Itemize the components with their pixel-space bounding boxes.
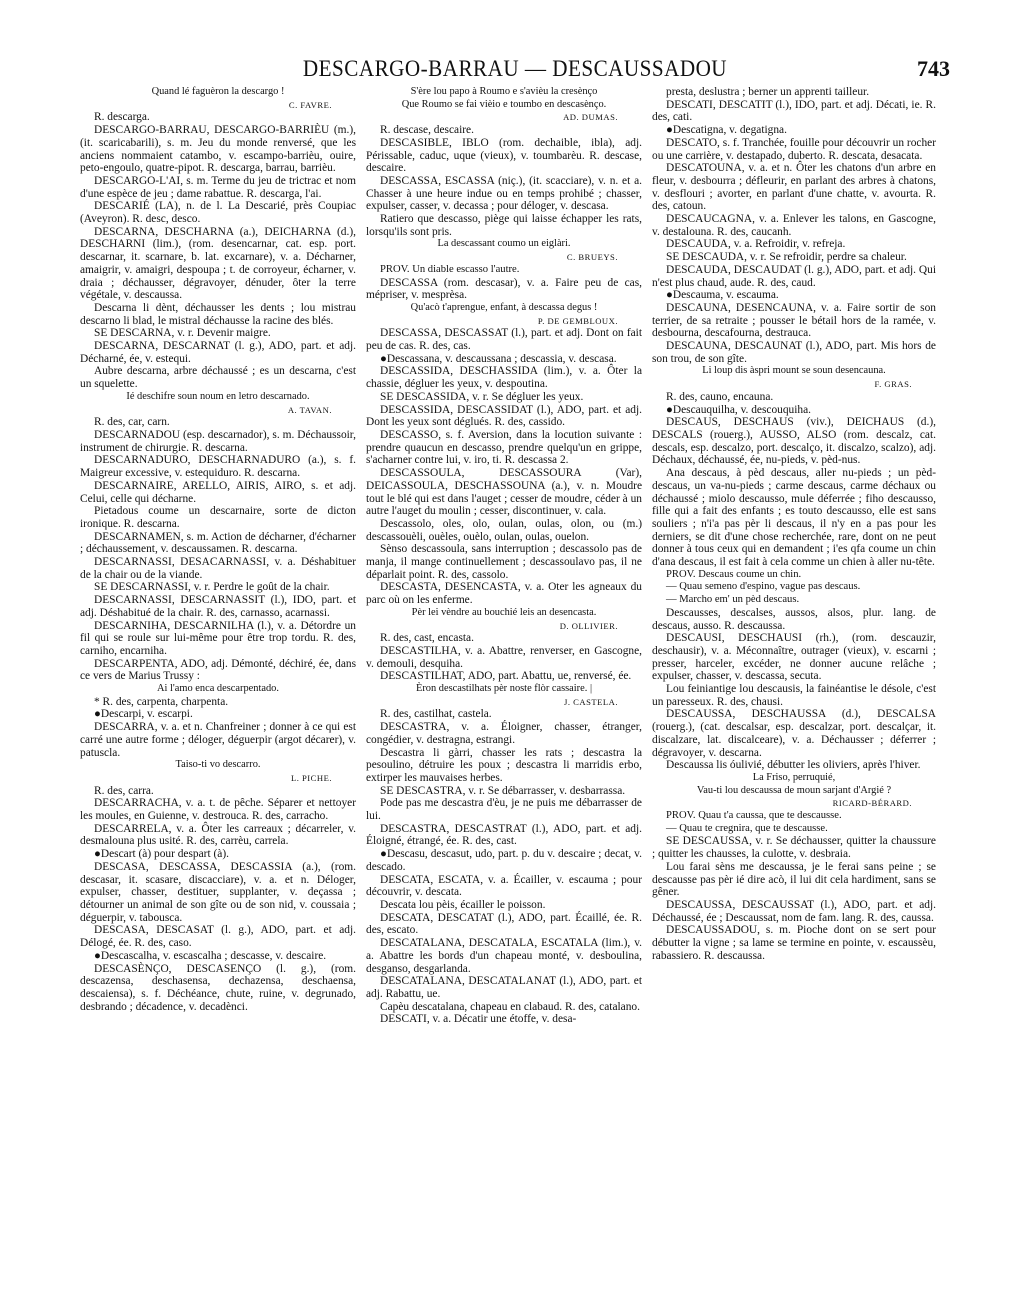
dictionary-entry: Capèu descatalana, chapeau en clabaud. R. des, catalano. <box>380 1000 640 1013</box>
quotation-author: C. BRUEYS. <box>566 252 618 263</box>
dictionary-entry: DESCASIBLE, IBLO (rom. dechaible, ibla), adj. Périssable, caduc, uque (vieux), v. toumbarèu. R. descase, descaire. <box>366 136 642 175</box>
dictionary-entry: DESCASSIDA, DESCASSIDAT (l.), ADO, part. et adj. Dont les yeux sont déglués. R. des, cassido. <box>366 403 642 429</box>
dictionary-entry: DESCAUSSADOU, s. m. Pioche dont on se sert pour débutter la vigne ; sa lame se termine en pointe, v. escaussèu, rabassiero. R. descaussa. <box>652 924 936 962</box>
dictionary-entry: SE DESCAUSSA, v. r. Se déchausser, quitter la chaussure ; quitter les chausses, la culotte, v. desbraia. <box>652 835 936 861</box>
dictionary-entry: R. des, car, carn. <box>94 416 170 429</box>
dictionary-entry: SE DESCASSIDA, v. r. Se dégluer les yeux. <box>380 390 584 403</box>
proverb: — Quau semeno d'espino, vague pas descaus. <box>666 581 861 593</box>
dictionary-entry: SE DESCAUDA, v. r. Se refroidir, perdre sa chaleur. <box>666 251 907 264</box>
dictionary-entry: DESCAUSSA, DESCHAUSSA (d.), DESCALSA (rouerg.), (cat. descalsar, esp. descalzar, port. descalçar, it. discalzare, lat. discalceare), v. a. Déchausser ; déferrer ; dégravoyer, v. descarna. <box>652 708 936 759</box>
quotation-author: C. FAVRE. <box>288 99 332 110</box>
dictionary-entry: DESCARNIHA, DESCARNILHA (l.), v. a. Détordre un fil qui se roule sur lui-même pour être trop tordu. R. des, carniho, encarniha. <box>80 619 356 657</box>
quotation-author: J. CASTELA. <box>564 696 618 707</box>
dictionary-entry: DESCATALANA, DESCATALA, ESCATALA (lim.), v. a. Abattre les bords d'un chapeau monté, v. desboulina, desganso, desgarlanda. <box>366 937 642 975</box>
dictionary-entry: ●Descauquilha, v. descouquiha. <box>666 403 812 416</box>
column-middle <box>366 86 642 1286</box>
dictionary-entry: ●Descart (à) pour despart (à). <box>94 848 229 861</box>
dictionary-entry: DESCAUSI, DESCHAUSI (rh.), (rom. descauzir, deschausir), v. a. Méconnaître, outrager (vieux), v. escarni ; presser, harceler, excéder, ne donner aucune relâche ; expulser, chasser, v. descassa, secuta. <box>652 632 936 683</box>
dictionary-entry: ●Descassana, v. descaussana ; descassia, v. descasa. <box>380 352 617 365</box>
quotation-author: RICARD-BÉRARD. <box>832 798 912 809</box>
dictionary-entry: R. des, cast, encasta. <box>380 632 474 645</box>
verse-quotation: La descassant coumo un eiglàri. <box>437 238 571 250</box>
dictionary-entry: Descastra li gàrri, chasser les rats ; descastra la pesoulino, détruire les poux ; descastra li marridis erbo, extirper les mauvaises herbes. <box>366 746 642 784</box>
dictionary-entry: Ana descaus, à pèd descaus, aller nu-pieds ; un pèd-descaus, un va-nu-pieds ; carme descaus, carme déchaux ou déchaussé ; miolo descausso, mule déferrée ; fiho descausso, fille qui a fait des enfants ; es touto descausso, elle est sans souliers ; n'i'a pas pèr li descaus, il n'y en a pas pour les derniers, se dit d'une chose recherchée, rare, dont on ne peut donner à tous ceux qui en demandent ; i'es qfa coume un chin d'ana descaus, il est fait à cela comme un chien à aller nu-tête. <box>652 467 936 569</box>
dictionary-entry: DESCASTA, DESENCASTA, v. a. Oter les agneaux du parc où on les enferme. <box>366 581 642 607</box>
dictionary-entry: DESCARGO-L'AI, s. m. Terme du jeu de trictrac et nom d'une espèce de jeu ; dame rabattue. R. descarga, l'ai. <box>80 174 356 200</box>
dictionary-entry: DESCARRELA, v. a. Ôter les carreaux ; décarreler, v. desmalouna plus usité. R. des, carrèu, carrela. <box>80 822 356 848</box>
quotation-author: AD. DUMAS. <box>563 112 618 123</box>
dictionary-entry: DESCARNADOU (esp. descarnador), s. m. Déchaussoir, instrument de chirurgie. R. descarna. <box>80 428 356 454</box>
dictionary-entry: Descaussa lis óulivié, débutter les oliviers, après l'hiver. <box>666 759 921 772</box>
dictionary-entry: DESCASTILHAT, ADO, part. Abattu, ue, renversé, ée. <box>380 670 632 683</box>
verse-quotation: Ai l'amo enca descarpentado. <box>157 683 279 695</box>
dictionary-entry: ●Descarpi, v. escarpi. <box>94 708 193 721</box>
dictionary-entry: R. descarga. <box>94 111 150 124</box>
dictionary-entry: Pode pas me descastra d'èu, je ne puis me débarrasser de lui. <box>366 797 642 823</box>
dictionary-entry: DESCASÈNÇO, DESCASENÇO (l. g.), (rom. descazensa, deschasensa, dechazensa, deschaensa, descaiensa), s. f. Déchéance, chute, ruine, v. degrunado, desbrando ; décadence, v. decadènci. <box>80 962 356 1013</box>
verse-quotation: La Friso, perruquié, <box>752 771 836 783</box>
verse-quotation: Que Roumo se fai vièio e toumbo en descasènço. <box>401 98 607 110</box>
dictionary-entry: DESCAUS, DESCHAUS (viv.), DEICHAUS (d.), DESCALS (rouerg.), AUSSO, ALSO (rom. descalz, cat. descals, esp. descalzo, port. descalço, it. discalzo, scalzo), adj. Déchaux, déchaussé, ée, nu-pieds, v. pèd-nus. <box>652 416 936 467</box>
dictionary-entry: DESCARNADURO, DESCHARNADURO (a.), s. f. Maigreur excessive, v. estequiduro. R. descarna. <box>80 454 356 480</box>
verse-quotation: Ié deschifre soun noum en letro descarnado. <box>126 390 310 402</box>
dictionary-entry: DESCARNAIRE, ARELLO, AIRIS, AIRO, s. et adj. Celui, celle qui décharne. <box>80 479 356 505</box>
dictionary-entry: DESCARNASSI, DESACARNASSI, v. a. Déshabituer de la chair ou de la viande. <box>80 556 356 581</box>
dictionary-entry: * R. des, carpenta, charpenta. <box>94 695 229 708</box>
dictionary-entry: Descassolo, oles, olo, oulan, oulas, olon, ou (m.) descassouèli, ouèles, ouèlo, oulan, oulas, ouelon. <box>366 517 642 543</box>
dictionary-entry: DESCATA, DESCATAT (l.), ADO, part. Écaillé, ée. R. des, escato. <box>366 911 642 937</box>
dictionary-entry: DESCATALANA, DESCATALANAT (l.), ADO, part. et adj. Rabattu, ue. <box>366 975 642 1000</box>
dictionary-entry: DESCASSOULA, DESCASSOURA (Var), DEICASSOULA, DESCHASSOUNA (a.), v. n. Moudre tout le blé qui est dans l'auget ; cesser de moudre, céder à un autre l'auget du moulin ; cesser, discontinuer, v. cala. <box>366 467 642 518</box>
dictionary-entry: ●Descatigna, v. degatigna. <box>666 124 787 137</box>
dictionary-entry: R. des, cauno, encauna. <box>666 390 774 403</box>
verse-quotation: Èron descastilhats pèr noste flòr cassaire. | <box>415 683 593 695</box>
dictionary-entry: DESCASTRA, v. a. Éloigner, chasser, étranger, congédier, v. destragna, estrangi. <box>366 721 642 746</box>
dictionary-entry: DESCASTRA, DESCASTRAT (l.), ADO, part. et adj. Éloigné, étrangé, ée. R. des, cast. <box>366 822 642 848</box>
dictionary-entry: Ratiero que descasso, piège qui laisse échapper les rats, lorsqu'ils sont pris. <box>366 213 642 238</box>
verse-quotation: S'ère lou papo à Roumo e s'avièu la cresènço <box>410 86 598 97</box>
dictionary-entry: DESCASA, DESCASAT (l. g.), ADO, part. et adj. Délogé, ée. R. des, caso. <box>80 924 356 950</box>
dictionary-entry: DESCATI, v. a. Décatir une étoffe, v. desa- <box>380 1013 577 1026</box>
dictionary-entry: ●Descascalha, v. escascalha ; descasse, v. descaire. <box>94 949 327 962</box>
dictionary-entry: DESCASTILHA, v. a. Abattre, renverser, en Gascogne, v. demouli, desquiha. <box>366 644 642 670</box>
proverb: PROV. Quau t'a caussa, que te descausse. <box>666 810 842 822</box>
column-left <box>80 86 356 1286</box>
dictionary-entry: Descata lou pèis, écailler le poisson. <box>380 899 546 911</box>
quotation-author: D. OLLIVIER. <box>559 620 618 631</box>
dictionary-entry: Sènso descassoula, sans interruption ; descassolo pas de manja, il mange continuellement ; descassoulavo pas, il ne déparlait point. R. des, cassolo. <box>366 543 642 581</box>
proverb: — Quau te cregnira, que te descausse. <box>666 822 828 834</box>
dictionary-entry: DESCARNA, DESCARNAT (l. g.), ADO, part. et adj. Décharné, ée, v. estequi. <box>80 340 356 365</box>
quotation-author: P. DE GEMBLOUX. <box>537 315 618 326</box>
dictionary-entry: DESCAUDA, v. a. Refroidir, v. refreja. <box>666 238 846 251</box>
dictionary-entry: DESCARNASSI, DESCARNASSIT (l.), IDO, part. et adj. Déshabitué de la chair. R. des, carnasso, acarnassi. <box>80 594 356 619</box>
quotation-author: A. TAVAN. <box>287 404 332 415</box>
dictionary-entry: DESCASSA, ESCASSA (niç.), (it. scacciare), v. n. et a. Chasser à une heure indue ou en temps prohibé ; chasser, expulser, casser, v. decassa ; pour déloger, v. descasa. <box>366 174 642 213</box>
dictionary-entry: DESCATI, DESCATIT (l.), IDO, part. et adj. Décati, ie. R. des, cati. <box>652 98 936 124</box>
dictionary-entry: DESCARGO-BARRAU, DESCARGO-BARRIÈU (m.), (it. scaricabarili), s. m. Jeu du monde renversé, que les anciens nommaient catambo, v. escampo-barrièu, ouire, peto-engoulo, quatre-pipot. R. descarga, barrau, barrièu. <box>80 124 356 175</box>
quotation-author: F. GRAS. <box>874 379 912 390</box>
dictionary-entry: Descarna li dènt, déchausser les dents ; lou mistrau descarno li blad, le mistral déchausse la racine des blés. <box>80 301 356 327</box>
dictionary-entry: Lou feiniantige lou descausis, la fainéantise le désole, c'est un paresseux. R. des, chausi. <box>652 683 936 708</box>
verse-quotation: Quand lé faguèron la descargo ! <box>151 86 285 97</box>
dictionary-entry: DESCASSIDA, DESCHASSIDA (lim.), v. a. Ôter la chassie, dégluer les yeux, v. despoutina. <box>366 365 642 391</box>
dictionary-entry: DESCARRA, v. a. et n. Chanfreiner ; donner à ce qui est carré une autre forme ; déloger, déguerpir (argot décarer), v. patuscla. <box>80 721 356 759</box>
dictionary-entry: DESCASSO, s. f. Aversion, dans la locution suivante : prendre quaucun en descasso, prendre quelqu'un en grippe, s'acharner contre lui, v. iro, ti. R. descassa 2. <box>366 428 642 467</box>
dictionary-entry: DESCATO, s. f. Tranchée, fouille pour découvrir un rocher ou une carrière, v. destapado, duberto. R. descata, desacata. <box>652 136 936 162</box>
page-number: 743 <box>917 56 950 81</box>
dictionary-entry: DESCAUNA, DESENCAUNA, v. a. Faire sortir de son terrier, de sa retraite ; pousser le bétail hors de la ramée, v. desbourna, descafourna, destrauca. <box>652 301 936 340</box>
page-title: DESCARGO-BARRAU — DESCAUSSADOU <box>302 56 728 81</box>
dictionary-entry: DESCAUDA, DESCAUDAT (l. g.), ADO, part. et adj. Qui n'est plus chaud, aude. R. des, caud. <box>652 263 936 289</box>
dictionary-entry: SE DESCASTRA, v. r. Se débarrasser, v. desbarrassa. <box>380 784 626 797</box>
dictionary-entry: ●Descauma, v. escauma. <box>666 289 779 302</box>
dictionary-entry: DESCASA, DESCASSA, DESCASSIA (a.), (rom. descasar, it. scasare, discacciare), v. a. et n. Déloger, expulser, chasser, destituer, supplanter, v. deçassa ; détourner un animal de son gîte ou de son nid, v. coussaia ; déguerpir, v. tabousca. <box>80 860 356 924</box>
verse-quotation: Pèr lei vèndre au bouchié leis an desencasta. <box>411 606 597 618</box>
dictionary-entry: Lou farai sèns me descaussa, je le ferai sans peine ; se descausse pas pèr ié dire acò, il lui dit cela hardiment, sans se gêner. <box>652 860 936 899</box>
dictionary-entry: R. des, castilhat, castela. <box>380 708 492 721</box>
dictionary-entry: SE DESCARNASSI, v. r. Perdre le goût de la chair. <box>94 581 330 594</box>
verse-quotation: Qu'acò t'aprengue, enfant, à descassa degus ! <box>410 301 598 313</box>
dictionary-entry: presta, deslustra ; berner un apprenti tailleur. <box>666 86 870 98</box>
running-head <box>80 56 950 86</box>
column-right <box>652 86 936 1286</box>
proverb: — Marcho em' un pèd descaus. <box>666 594 800 606</box>
proverb: PROV. Un diable escasso l'autre. <box>380 263 520 275</box>
dictionary-entry: Descausses, descalses, aussos, alsos, plur. lang. de descaus, ausso. R. descaussa. <box>652 606 936 632</box>
dictionary-entry: DESCARIÉ (LA), n. de l. La Descarié, près Coupiac (Aveyron). R. desc, desco. <box>80 200 356 226</box>
proverb: PROV. Descaus coume un chin. <box>666 568 802 580</box>
dictionary-entry: R. descase, descaire. <box>380 124 474 137</box>
dictionary-entry: DESCARRACHA, v. a. t. de pêche. Séparer et nettoyer les moules, en Guienne, v. destrouca. R. des, carracho. <box>80 797 356 823</box>
dictionary-entry: Aubre descarna, arbre déchaussé ; es un descarna, c'est un squelette. <box>80 365 356 391</box>
dictionary-entry: R. des, carra. <box>94 784 154 797</box>
verse-quotation: Vau-ti lou descaussa de moun sarjant d'Argié ? <box>696 784 892 796</box>
dictionary-entry: ●Descasu, descasut, udo, part. p. du v. descaire ; decat, v. descado. <box>366 848 642 873</box>
dictionary-entry: DESCASSA (rom. descasar), v. a. Faire peu de cas, mépriser, v. mesprèsa. <box>366 276 642 302</box>
dictionary-entry: DESCARNAMEN, s. m. Action de décharner, d'écharner ; déchaussement, v. descaussamen. R. descarna. <box>80 530 356 556</box>
dictionary-entry: DESCAUCAGNA, v. a. Enlever les talons, en Gascogne, v. destalouna. R. des, caucanh. <box>652 213 936 238</box>
dictionary-entry: SE DESCARNA, v. r. Devenir maigre. <box>94 327 271 340</box>
dictionary-entry: DESCARNA, DESCHARNA (a.), DEICHARNA (d.), DESCHARNI (lim.), (rom. desencarnar, cat. esp. port. descarnar, it. scarnare, b. lat. excarnare), v. a. Décharner, amaigrir, v. amaigri, despoupa ; t. de corroyeur, écharner, v. draia ; déchausser, dégravoyer, dénuder, ôter la terre végétale, v. descaussa. <box>80 225 356 302</box>
dictionary-entry: DESCAUSSA, DESCAUSSAT (l.), ADO, part. et adj. Déchaussé, ée ; Descaussat, nom de fam. lang. R. des, caussa. <box>652 899 936 924</box>
dictionary-entry: DESCAUNA, DESCAUNAT (l.), ADO, part. Mis hors de son trou, de son gîte. <box>652 340 936 365</box>
quotation-author: L. PICHE. <box>290 772 332 783</box>
dictionary-entry: DESCATOUNA, v. a. et n. Ôter les chatons d'un arbre en fleur, v. desbourra ; défleurir, en parlant des arbres à chatons, v. desflouri ; avorter, en parlant d'une chatte, v. avourta. R. des, catoun. <box>652 162 936 213</box>
dictionary-entry: DESCATA, ESCATA, v. a. Écailler, v. escauma ; pour découvrir, v. descata. <box>366 873 642 899</box>
verse-quotation: Li loup dis àspri mount se soun desencauna. <box>702 365 886 377</box>
dictionary-entry: Pietadous coume un descarnaire, sorte de dicton ironique. R. descarna. <box>80 505 356 530</box>
verse-quotation: Taiso-ti vo descarro. <box>175 759 261 771</box>
dictionary-entry: DESCASSA, DESCASSAT (l.), part. et adj. Dont on fait peu de cas. R. des, cas. <box>366 327 642 353</box>
dictionary-entry: DESCARPENTA, ADO, adj. Démonté, déchiré, ée, dans ce vers de Marius Trussy : <box>80 657 356 683</box>
